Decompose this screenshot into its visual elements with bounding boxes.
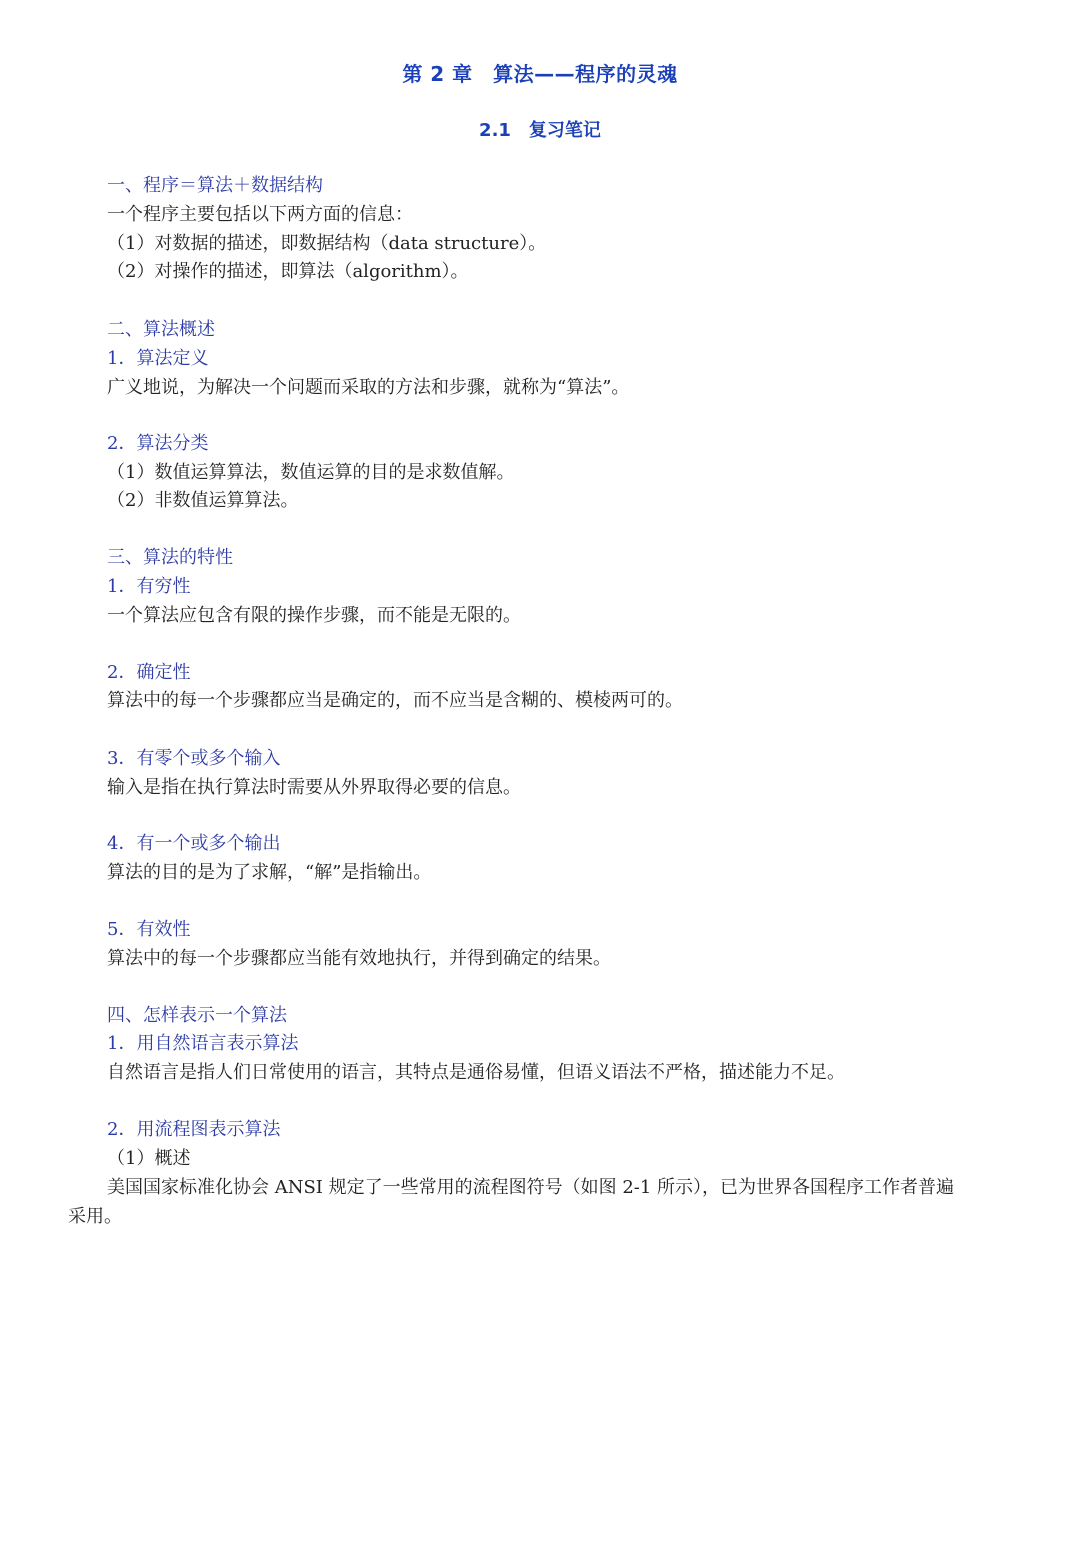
subheading-definiteness: 2．确定性 [107, 662, 191, 683]
heading-algorithm-overview: 二、算法概述 [107, 319, 215, 340]
subheading-flowchart: 2．用流程图表示算法 [107, 1119, 281, 1140]
paragraph-outputs: 算法的目的是为了求解，“解”是指输出。 [107, 862, 432, 883]
paragraph-effectiveness: 算法中的每一个步骤都应当能有效地执行，并得到确定的结果。 [107, 948, 611, 969]
subheading-outputs: 4．有一个或多个输出 [107, 833, 281, 854]
paragraph-finiteness: 一个算法应包含有限的操作步骤，而不能是无限的。 [107, 605, 521, 626]
subheading-algorithm-classification: 2．算法分类 [107, 433, 209, 454]
heading-representing-algorithm: 四、怎样表示一个算法 [107, 1005, 287, 1026]
subheading-finiteness: 1．有穷性 [107, 576, 191, 597]
paragraph-flowchart-line-2: 采用。 [68, 1206, 122, 1227]
paragraph-algorithm-definition: 广义地说，为解决一个问题而采取的方法和步骤，就称为“算法”。 [107, 377, 630, 398]
heading-program-equals-algorithm-plus-data-structure: 一、程序＝算法＋数据结构 [107, 175, 323, 196]
list-item-overview: （1）概述 [107, 1148, 191, 1169]
subheading-effectiveness: 5．有效性 [107, 919, 191, 940]
heading-algorithm-properties: 三、算法的特性 [107, 547, 233, 568]
subheading-inputs: 3．有零个或多个输入 [107, 748, 281, 769]
list-item-algorithm: （2）对操作的描述，即算法（algorithm）。 [107, 261, 469, 282]
paragraph-flowchart-line-1: 美国国家标准化协会 ANSI 规定了一些常用的流程图符号（如图 2-1 所示），已为世界各国程序工作者普遍 [107, 1177, 955, 1198]
subheading-natural-language: 1．用自然语言表示算法 [107, 1033, 299, 1054]
list-item-data-structure: （1）对数据的描述，即数据结构（data structure）。 [107, 233, 547, 254]
paragraph-inputs: 输入是指在执行算法时需要从外界取得必要的信息。 [107, 777, 521, 798]
subheading-algorithm-definition: 1．算法定义 [107, 348, 209, 369]
intro-text: 一个程序主要包括以下两方面的信息： [107, 204, 413, 225]
paragraph-definiteness: 算法中的每一个步骤都应当是确定的，而不应当是含糊的、模棱两可的。 [107, 690, 683, 711]
chapter-title: 第 2 章 算法——程序的灵魂 [402, 62, 678, 86]
paragraph-natural-language: 自然语言是指人们日常使用的语言，其特点是通俗易懂，但语义语法不严格，描述能力不足。 [107, 1062, 845, 1083]
list-item-numeric-algorithm: （1）数值运算算法，数值运算的目的是求数值解。 [107, 462, 515, 483]
section-title: 2.1 复习笔记 [479, 120, 601, 141]
list-item-non-numeric-algorithm: （2）非数值运算算法。 [107, 490, 299, 511]
